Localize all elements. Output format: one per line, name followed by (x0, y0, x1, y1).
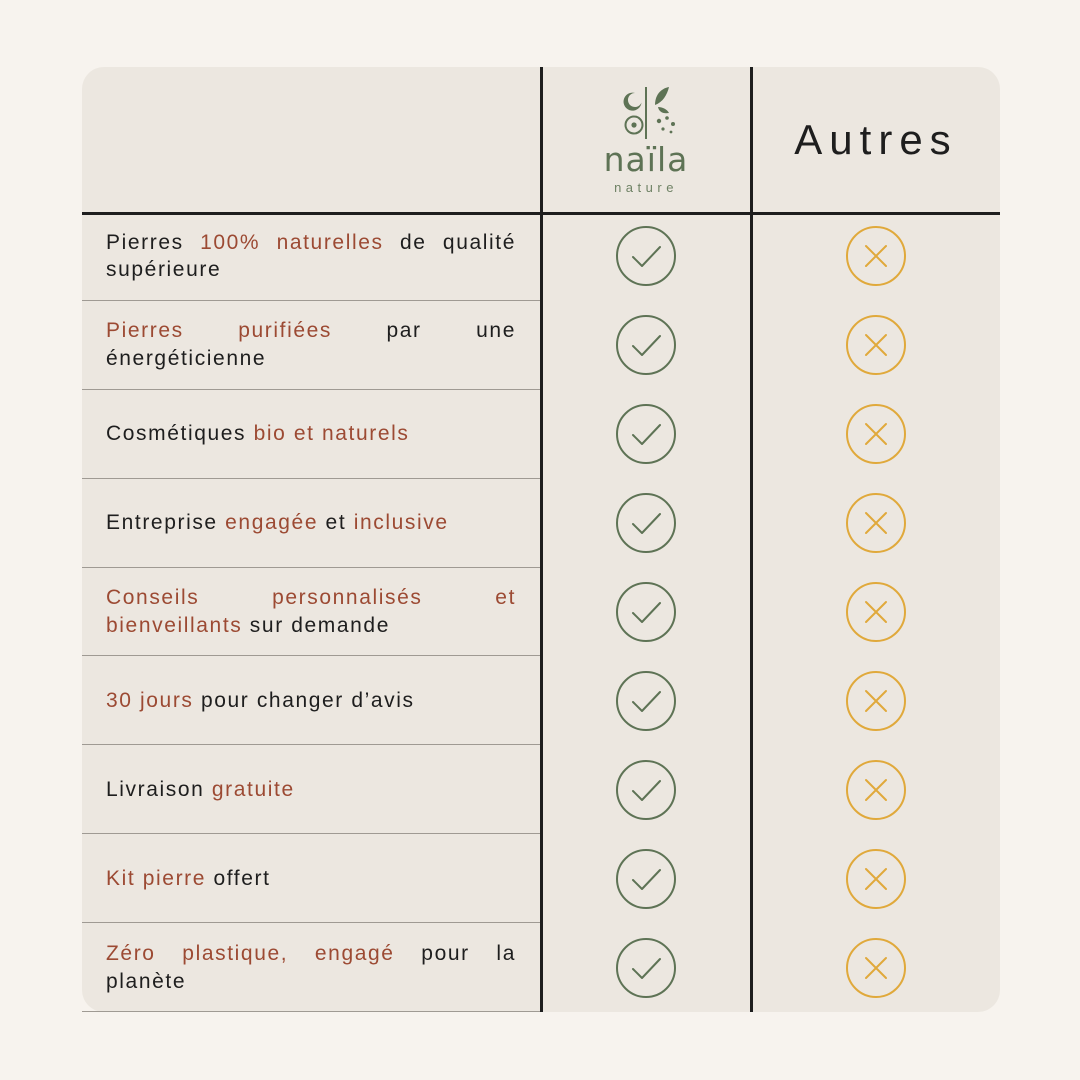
table-row (82, 834, 540, 923)
cross-circle-icon (752, 923, 1000, 1012)
feature-text-plain: Cosmétiques (106, 422, 254, 446)
row-divider (82, 1011, 540, 1012)
feature-text-accent: bio et naturels (253, 422, 410, 446)
feature-text-accent: engagée (225, 511, 319, 535)
cross-circle-icon (752, 834, 1000, 923)
feature-text-plain: pour changer d’avis (193, 688, 415, 712)
table-row (82, 212, 540, 301)
cross-circle-icon (752, 301, 1000, 390)
feature-text-accent: 100% naturelles (200, 230, 384, 254)
cross-circle-icon (752, 568, 1000, 657)
feature-text-accent: 30 jours (106, 688, 194, 712)
table-row (82, 568, 540, 657)
feature-text (106, 317, 516, 373)
cross-circle-icon (752, 656, 1000, 745)
check-circle-icon (540, 923, 752, 1012)
table-row (82, 390, 540, 479)
check-circle-icon (540, 656, 752, 745)
feature-text-plain: de qualité supérieure (106, 230, 516, 282)
column-divider-1 (540, 67, 543, 1012)
feature-text-plain: sur demande (242, 613, 390, 637)
feature-text-plain: Livraison (106, 777, 212, 801)
feature-text (106, 509, 516, 537)
check-circle-icon (540, 568, 752, 657)
feature-text (106, 420, 516, 448)
feature-text (106, 584, 516, 640)
check-circle-icon (540, 301, 752, 390)
feature-text (106, 940, 516, 996)
feature-text (106, 865, 516, 893)
table-row (82, 656, 540, 745)
feature-text-accent: Pierres purifiées (106, 319, 332, 343)
check-circle-icon (540, 390, 752, 479)
check-circle-icon (540, 745, 752, 834)
feature-text-plain: par une énergéticienne (106, 319, 516, 371)
feature-text-accent: Conseils personnalisés et bienveillants (106, 586, 516, 637)
cross-circle-icon (752, 390, 1000, 479)
feature-text (106, 229, 516, 285)
brand-tagline: nature (614, 179, 678, 195)
table-row (82, 301, 540, 390)
check-circle-icon (540, 479, 752, 568)
feature-text (106, 776, 516, 804)
feature-text-plain: Pierres (106, 230, 201, 254)
feature-text-accent: inclusive (353, 511, 449, 535)
feature-text-plain: pour la planète (106, 941, 516, 993)
table-row (82, 479, 540, 568)
check-circle-icon (540, 212, 752, 301)
feature-text-plain: Entreprise (106, 511, 226, 535)
feature-text-accent: Kit pierre (106, 866, 207, 890)
check-circle-icon (540, 834, 752, 923)
table-row (82, 923, 540, 1012)
column-divider-2 (750, 67, 753, 1012)
cross-circle-icon (752, 745, 1000, 834)
feature-text-accent: Zéro plastique, engagé (106, 941, 395, 965)
feature-text-plain: offert (206, 866, 271, 890)
feature-text (106, 687, 516, 715)
feature-text-plain: et (318, 511, 354, 535)
header-others-label: Autres (794, 115, 958, 163)
brand-name: naïla (603, 139, 689, 179)
cross-circle-icon (752, 479, 1000, 568)
cross-circle-icon (752, 212, 1000, 301)
feature-text-accent: gratuite (211, 777, 295, 801)
table-row (82, 745, 540, 834)
